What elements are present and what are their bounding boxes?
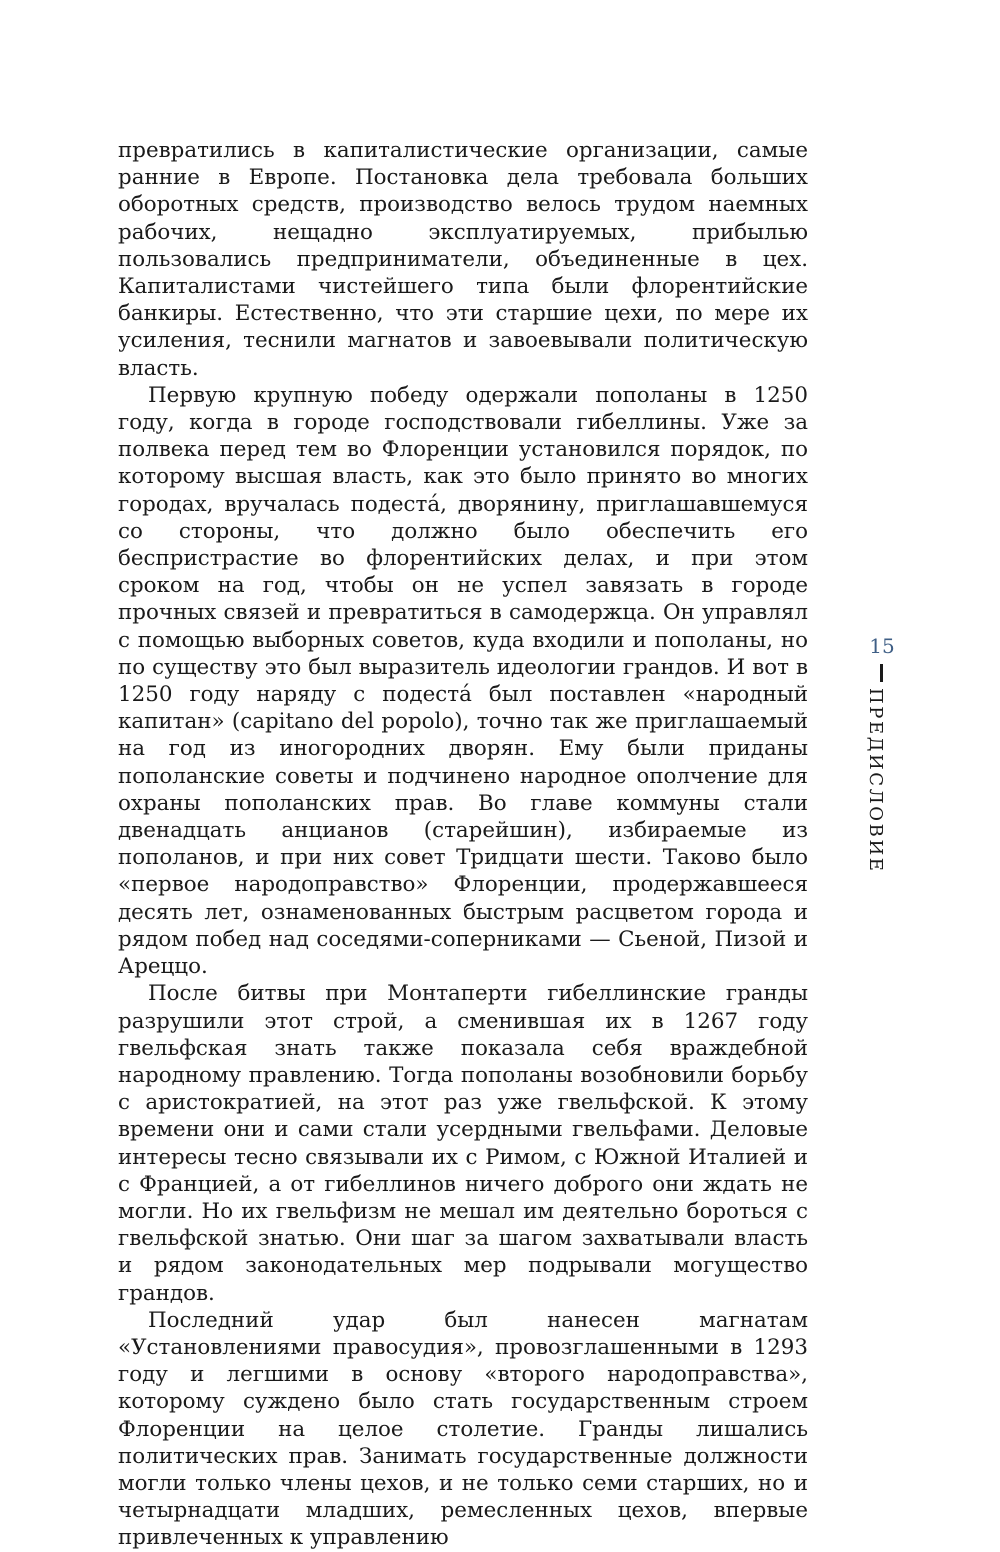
paragraph-3: После битвы при Монтаперти гибеллинские гранды разрушили этот строй, а сменившая их в 1267 году гвельфская знать также показала себя враждебной народному правлению. Тогда пополаны возобновили борьбу с аристократией, на этот раз уже гвельфской. К этому времени они и сами стали усердными гвельфами. Деловые интересы тесно связывали их с Римом, с Южной Италией и с Францией, а от гибеллинов ничего доброго они ждать не могли. Но их гвельфизм не мешал им деятельно бороться с гвельфской знатью. Они шаг за шагом захватывали власть и рядом законодательных мер подрывали могущество грандов.: [118, 981, 808, 1306]
page-number: 15: [869, 634, 895, 658]
paragraph-1: превратились в капиталистические организации, самые ранние в Европе. Постановка дела требовала больших оборотных средств, производство велось трудом наемных рабочих, нещадно эксплуатируемых, прибылью пользовались предприниматели, объединенные в цех. Капиталистами чистейшего типа были флорентийские банкиры. Естественно, что эти старшие цехи, по мере их усиления, теснили магнатов и завоевывали политическую власть.: [118, 138, 808, 381]
body-text: [118, 137, 808, 1552]
paragraph-4: Последний удар был нанесен магнатам «Установлениями правосудия», провозглашенными в 1293 году и легшими в основу «второго народоправства», которому суждено было стать государственным строем Флоренции на целое столетие. Гранды лишались политических прав. Занимать государственные должности могли только члены цехов, и не только семи старших, но и четырнадцати младших, ремесленных цехов, впервые привлеченных к управлению: [118, 1307, 808, 1551]
paragraph-2: Первую крупную победу одержали пополаны в 1250 году, когда в городе господствовали гибеллины. Уже за полвека перед тем во Флоренции установился порядок, по которому высшая власть, как это было принято во многих городах, вручалась подеста́, дворянину, приглашавшемуся со стороны, что должно было обеспечить его беспристрастие во флорентийских делах, и при этом сроком на год, чтобы он не успел завязать в городе прочных связей и превратиться в самодержца. Он управлял с помощью выборных советов, куда входили и пополаны, но по существу это был выразитель идеологии грандов. И вот в 1250 году наряду с подеста́ был поставлен «народный капитан» (capitano del popolo), точно так же приглашаемый на год из иногородних дворян. Ему были приданы пополанские советы и подчинено народное ополчение для охраны пополанских прав. Во главе коммуны стали двенадцать анцианов (старейшин), избираемые из пополанов, и при них совет Тридцати шести. Таково было «первое народоправство» Флоренции, продержавшееся десять лет, ознаменованных быстрым расцветом города и рядом побед над соседями-соперниками — Сьеной, Пизой и Ареццо.: [118, 382, 808, 980]
running-head: ПРЕДИСЛОВИЕ: [865, 688, 886, 874]
margin-rule: [880, 664, 883, 682]
